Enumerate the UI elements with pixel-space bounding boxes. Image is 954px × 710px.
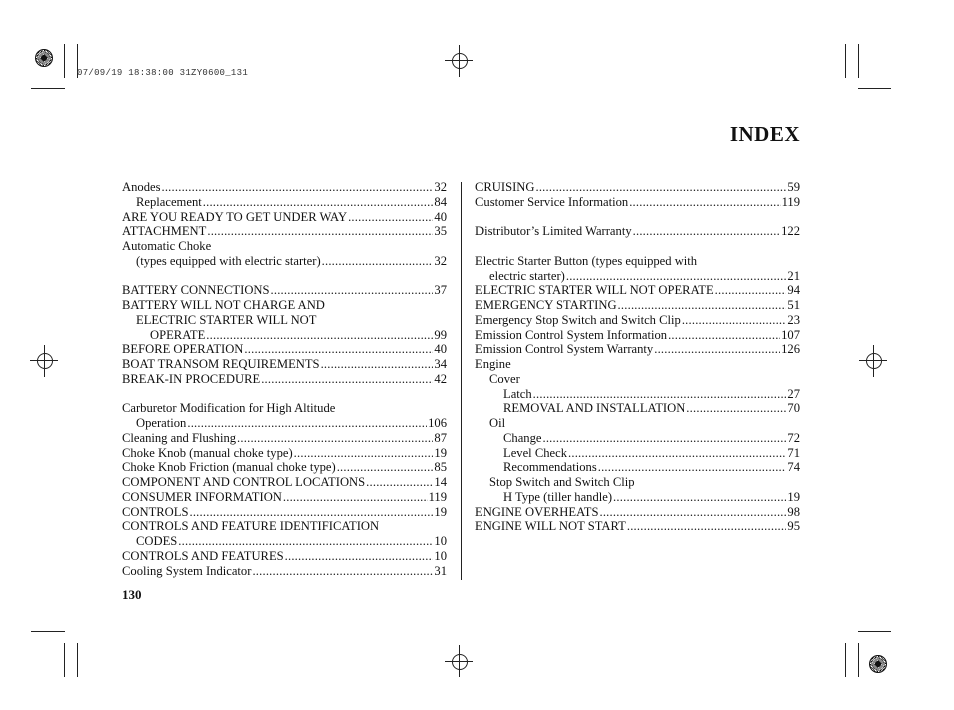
dot-leader (366, 475, 433, 490)
dot-leader (535, 180, 786, 195)
index-entry-page: 71 (787, 445, 800, 460)
index-entry-page: 10 (434, 548, 447, 563)
index-entry (122, 254, 447, 269)
dot-leader (206, 328, 433, 343)
index-entry-page: 23 (787, 312, 800, 327)
crop-line (31, 88, 65, 89)
index-entry-term: Cleaning and Flushing (122, 430, 237, 445)
dot-leader (654, 342, 780, 357)
dot-leader (271, 283, 434, 298)
index-entry (122, 195, 447, 210)
crosshair-icon (452, 654, 468, 670)
index-entry-page: 85 (434, 460, 447, 475)
index-entry-term: OPERATE (150, 327, 206, 342)
index-entry (475, 254, 800, 269)
crop-line (858, 44, 859, 78)
crop-line (31, 631, 65, 632)
index-entry-term: BATTERY WILL NOT CHARGE AND (122, 298, 325, 312)
index-entry-page: 27 (787, 386, 800, 401)
index-entry (475, 431, 800, 446)
crop-line (858, 631, 891, 632)
index-entry-page: 10 (434, 534, 447, 548)
dot-leader (178, 534, 433, 549)
crosshair-line (873, 345, 874, 377)
index-entry-term: Engine (475, 357, 511, 371)
index-entry-term: Emergency Stop Switch and Switch Clip (475, 312, 681, 327)
index-entry-page: 34 (434, 357, 447, 371)
index-entry-page: 84 (434, 194, 447, 209)
index-entry-term: Recommendations (503, 460, 597, 475)
index-entry-term: ATTACHMENT (122, 224, 207, 239)
index-entry (475, 298, 800, 313)
index-entry-term: Customer Service Information (475, 194, 629, 209)
index-entry-page: 95 (787, 519, 800, 534)
index-entry (122, 224, 447, 239)
index-entry (475, 505, 800, 520)
index-entry-term: CODES (136, 534, 178, 548)
index-column-left (122, 180, 447, 578)
index-entry-term: Electric Starter Button (types equipped with (475, 253, 698, 268)
index-entry-term: Stop Switch and Switch Clip (489, 475, 635, 489)
index-entry-page: 19 (434, 445, 447, 460)
index-entry-term: Change (503, 430, 542, 445)
crop-line (77, 643, 78, 677)
dot-leader (715, 283, 787, 298)
index-entry-page: 70 (787, 401, 800, 416)
index-entry-term: CRUISING (475, 180, 535, 194)
dot-leader (568, 446, 786, 461)
index-entry-page: 72 (787, 430, 800, 445)
index-entry-term: BREAK-IN PROCEDURE (122, 371, 261, 386)
dot-leader (187, 416, 427, 431)
index-entry (122, 342, 447, 357)
dot-leader (261, 372, 433, 387)
index-entry-term: Anodes (122, 180, 161, 194)
index-entry-page: 51 (787, 298, 800, 312)
index-entry-term: H Type (tiller handle) (503, 489, 613, 504)
index-entry-term: Operation (136, 416, 187, 430)
dot-leader (321, 357, 434, 372)
dot-leader (161, 180, 433, 195)
index-entry (122, 283, 447, 298)
index-entry (122, 519, 447, 534)
index-entry-page: 32 (434, 180, 447, 194)
index-entry (122, 210, 447, 225)
index-entry-page: 74 (787, 460, 800, 475)
index-entry-page: 21 (787, 268, 800, 283)
crop-line (858, 643, 859, 677)
index-entry-term: (types equipped with electric starter) (136, 253, 321, 268)
crop-line (858, 88, 891, 89)
crosshair-line (459, 645, 460, 677)
index-gap (122, 269, 447, 284)
index-entry (475, 269, 800, 284)
dot-leader (203, 195, 434, 210)
index-entry (122, 298, 447, 313)
index-entry (122, 475, 447, 490)
index-entry (475, 387, 800, 402)
index-entry-page: 119 (428, 489, 447, 504)
index-entry (475, 328, 800, 343)
index-entry-term: Emission Control System Warranty (475, 342, 654, 357)
index-entry (475, 416, 800, 431)
index-entry (475, 195, 800, 210)
print-slug: 07/09/19 18:38:00 31ZY0600_131 (77, 68, 249, 78)
index-entry-term: Choke Knob (manual choke type) (122, 445, 293, 460)
index-entry-page: 106 (428, 416, 447, 430)
index-entry-term: ELECTRIC STARTER WILL NOT OPERATE (475, 283, 714, 298)
crosshair-line (44, 345, 45, 377)
index-entry (122, 416, 447, 431)
dot-leader (283, 490, 428, 505)
index-entry (122, 446, 447, 461)
index-entry-term: CONTROLS AND FEATURES (122, 548, 284, 563)
index-entry-page: 42 (434, 371, 447, 386)
crop-line (64, 44, 65, 78)
index-entry-term: Latch (503, 386, 532, 401)
crop-line (845, 44, 846, 78)
dot-leader (599, 505, 786, 520)
dot-leader (322, 254, 434, 269)
dot-leader (566, 269, 787, 284)
index-entry-term: CONTROLS AND FEATURE IDENTIFICATION (122, 519, 380, 534)
dot-leader (285, 549, 434, 564)
index-entry (122, 505, 447, 520)
crosshair-icon (866, 353, 882, 369)
crosshair-icon (452, 53, 468, 69)
index-entry-term: BOAT TRANSOM REQUIREMENTS (122, 357, 320, 371)
dot-leader (542, 431, 786, 446)
index-entry (122, 549, 447, 564)
index-entry-term: Replacement (136, 194, 202, 209)
index-entry (475, 180, 800, 195)
index-entry-term: Oil (489, 416, 506, 430)
index-entry-term: COMPONENT AND CONTROL LOCATIONS (122, 475, 366, 489)
index-entry-term: Carburetor Modification for High Altitude (122, 401, 336, 416)
index-entry-term: REMOVAL AND INSTALLATION (503, 401, 686, 416)
index-column-right (475, 180, 800, 534)
index-entry-term: ENGINE WILL NOT START (475, 519, 626, 534)
index-entry-page: 87 (434, 430, 447, 445)
dot-leader (613, 490, 786, 505)
index-entry-page: 59 (787, 180, 800, 194)
index-entry (122, 401, 447, 416)
column-divider (461, 182, 462, 580)
dot-leader (189, 505, 433, 520)
index-entry-term: ELECTRIC STARTER WILL NOT (136, 312, 317, 327)
dot-leader (598, 460, 787, 475)
index-entry (475, 342, 800, 357)
dot-leader (348, 210, 433, 225)
index-entry (475, 401, 800, 416)
crosshair-icon (37, 353, 53, 369)
index-entry-term: electric starter) (489, 268, 565, 283)
dot-leader (252, 564, 433, 579)
index-entry (475, 490, 800, 505)
index-entry-term: ENGINE OVERHEATS (475, 504, 599, 519)
index-entry-term: Choke Knob Friction (manual choke type) (122, 460, 336, 475)
index-entry (475, 475, 800, 490)
index-entry-page: 32 (434, 253, 447, 268)
index-gap (475, 239, 800, 254)
index-entry-page: 94 (787, 283, 800, 298)
index-entry-page: 31 (434, 563, 447, 578)
index-entry-term: Emission Control System Information (475, 327, 668, 342)
index-entry-term: EMERGENCY STARTING (475, 298, 617, 312)
dot-leader (618, 298, 787, 313)
index-entry-term: Level Check (503, 445, 567, 460)
index-entry (122, 328, 447, 343)
index-entry (122, 460, 447, 475)
index-entry (475, 460, 800, 475)
crop-line (64, 643, 65, 677)
index-entry (122, 490, 447, 505)
index-entry (122, 564, 447, 579)
dot-leader (686, 401, 786, 416)
index-entry-term: CONTROLS (122, 504, 189, 519)
index-entry (475, 372, 800, 387)
index-entry-term: BEFORE OPERATION (122, 342, 244, 357)
index-entry (122, 313, 447, 328)
index-entry (475, 283, 800, 298)
dot-leader (682, 313, 787, 328)
crosshair-line (459, 45, 460, 77)
index-entry-term: ARE YOU READY TO GET UNDER WAY (122, 209, 348, 224)
index-entry-page: 107 (781, 327, 800, 342)
registration-star-icon (35, 49, 53, 67)
index-entry (122, 431, 447, 446)
dot-leader (533, 387, 787, 402)
dot-leader (633, 224, 780, 239)
index-entry-page: 35 (434, 224, 447, 239)
index-entry (122, 239, 447, 254)
index-gap (122, 387, 447, 402)
index-entry-page: 19 (787, 489, 800, 504)
registration-star-icon (869, 655, 887, 673)
index-entry-term: Distributor’s Limited Warranty (475, 224, 632, 239)
index-entry (475, 357, 800, 372)
dot-leader (244, 342, 433, 357)
dot-leader (294, 446, 434, 461)
index-entry (122, 357, 447, 372)
dot-leader (668, 328, 780, 343)
index-entry-page: 19 (434, 504, 447, 519)
dot-leader (237, 431, 433, 446)
index-entry (122, 372, 447, 387)
index-entry-page: 37 (434, 283, 447, 298)
index-entry-term: Automatic Choke (122, 239, 212, 253)
index-entry-page: 99 (434, 327, 447, 342)
index-entry-page: 40 (434, 209, 447, 224)
index-entry-page: 98 (787, 504, 800, 519)
page-title: INDEX (729, 122, 800, 146)
dot-leader (627, 519, 787, 534)
index-entry (475, 446, 800, 461)
index-entry (475, 224, 800, 239)
index-entry-page: 40 (434, 342, 447, 357)
index-entry (122, 534, 447, 549)
index-entry-term: CONSUMER INFORMATION (122, 489, 282, 504)
crop-line (845, 643, 846, 677)
index-entry-page: 14 (434, 475, 447, 489)
page-number: 130 (122, 587, 142, 602)
index-entry-term: BATTERY CONNECTIONS (122, 283, 270, 298)
dot-leader (337, 460, 434, 475)
index-entry-page: 119 (781, 194, 800, 209)
index-entry-page: 122 (781, 224, 800, 239)
index-entry-page: 126 (781, 342, 800, 357)
index-entry (122, 180, 447, 195)
dot-leader (629, 195, 780, 210)
index-entry (475, 519, 800, 534)
index-entry (475, 313, 800, 328)
index-gap (475, 210, 800, 225)
dot-leader (207, 224, 433, 239)
index-entry-term: Cooling System Indicator (122, 563, 252, 578)
index-entry-term: Cover (489, 371, 520, 386)
